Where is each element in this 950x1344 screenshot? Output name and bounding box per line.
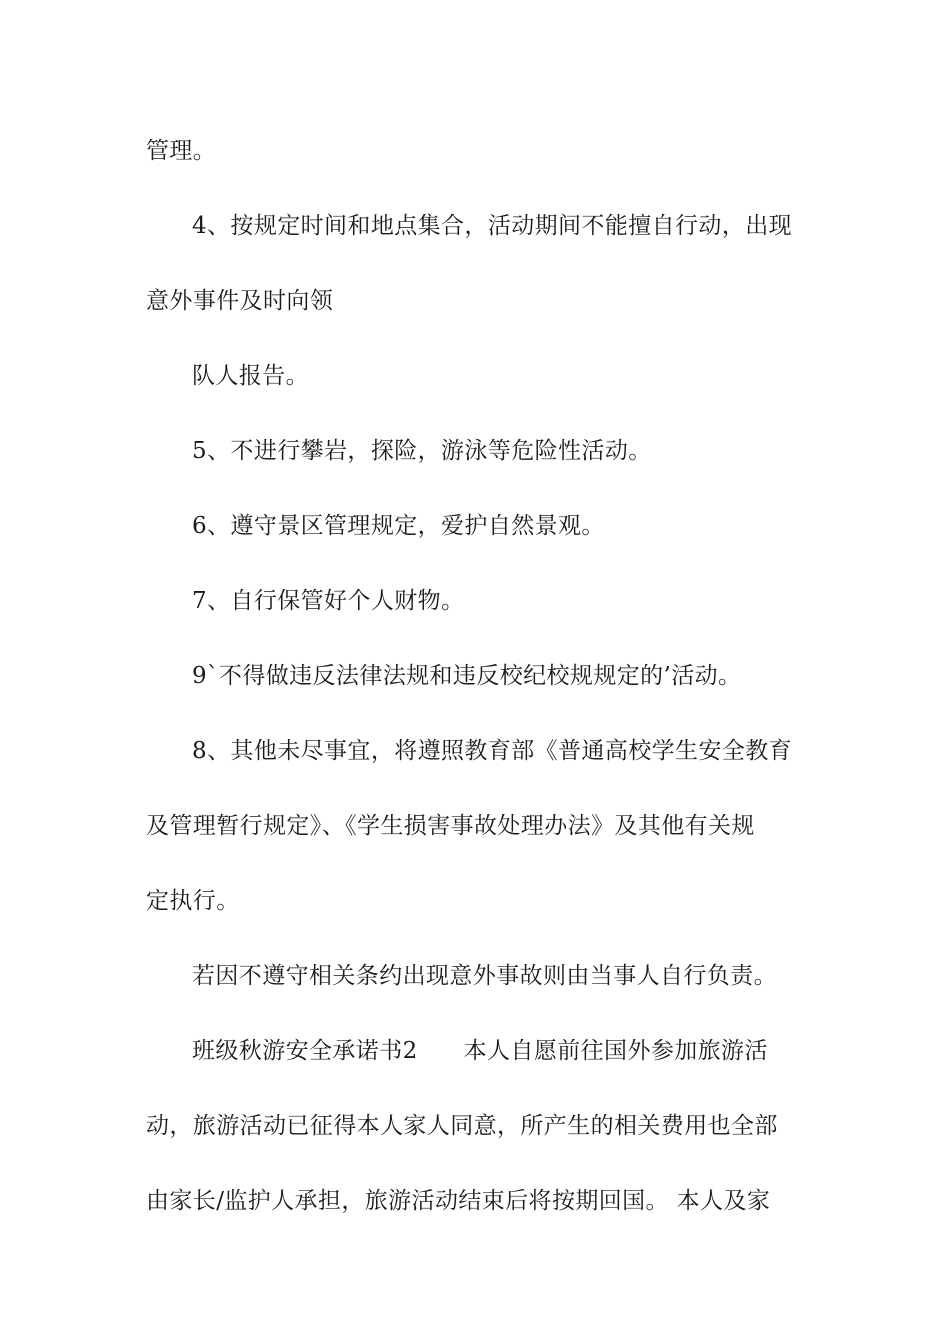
text-line-13 — [192, 1036, 856, 1066]
text-line-3: 意外事件及时向领 — [146, 288, 334, 314]
text-line-9: 8、其他未尽事宜，将遵照教育部《普通高校学生安全教育 — [192, 738, 793, 764]
text-line-15: 由家长/监护人承担，旅游活动结束后将按期回国。 本人及家 — [146, 1188, 771, 1214]
text-line-10: 及管理暂行规定》、《学生损害事故处理办法》及其他有关规 — [146, 813, 755, 839]
text-line-14: 动，旅游活动已征得本人家人同意，所产生的相关费用也全部 — [146, 1113, 778, 1139]
section-heading: 班级秋游安全承诺书2 — [192, 1038, 418, 1064]
section-body-start: 本人自愿前往国外参加旅游活 — [463, 1038, 768, 1064]
text-line-7: 7、自行保管好个人财物。 — [192, 588, 465, 614]
text-line-4: 队人报告。 — [192, 363, 309, 389]
text-line-12: 若因不遵守相关条约出现意外事故则由当事人自行负责。 — [192, 963, 777, 989]
text-line-1: 管理。 — [146, 138, 217, 164]
text-line-11: 定执行。 — [146, 888, 240, 914]
text-line-2: 4、按规定时间和地点集合，活动期间不能擅自行动，出现 — [192, 213, 793, 239]
text-line-8: 9`不得做违反法律法规和违反校纪校规规定的’活动。 — [192, 663, 742, 689]
text-line-5: 5、不进行攀岩，探险，游泳等危险性活动。 — [192, 438, 652, 464]
text-line-6: 6、遵守景区管理规定，爱护自然景观。 — [192, 513, 605, 539]
